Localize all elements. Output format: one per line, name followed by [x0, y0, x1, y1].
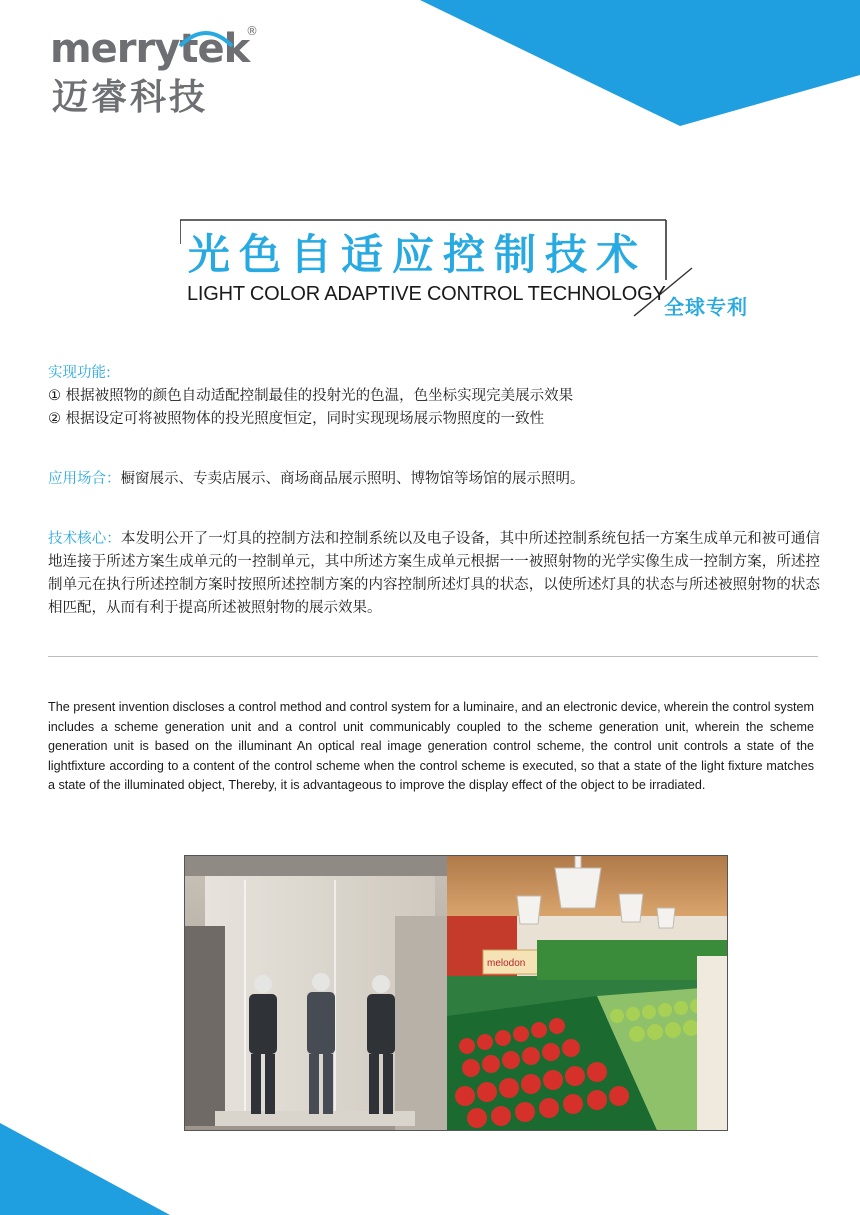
company-logo [50, 26, 270, 121]
section-divider [48, 656, 818, 657]
tech-core-label: 技术核心： [48, 531, 121, 547]
applications-label: 应用场合： [48, 471, 121, 487]
global-patent-badge: 全球专利 [664, 295, 748, 319]
supermarket-fruit-photo [447, 856, 727, 1130]
logo-registered-mark: ® [246, 24, 258, 38]
feature-item-2: ② 根据设定可将被照物体的投光照度恒定，同时实现现场展示物照度的一致性 [48, 411, 545, 427]
applications-section [48, 468, 820, 491]
tech-core-text: 本发明公开了一灯具的控制方法和控制系统以及电子设备，其中所述控制系统包括一方案生成单元和被可通信地连接于所述方案生成单元的一控制单元，其中所述方案生成单元根据一一被照射物的光学实像生成一控制方案，所述控制单元在执行所述控制方案时按照所述控制方案的内容控制所述灯具的状态，以使所述灯具的状态与所述被照射物的状态相匹配，从而有利于提高所述被照射物的展示效果。 [48, 531, 821, 616]
applications-text: 橱窗展示、专卖店展示、商场商品展示照明、博物馆等场馆的展示照明。 [120, 471, 585, 487]
features-section [48, 362, 820, 431]
title-block [180, 218, 820, 328]
tech-core-section [48, 528, 820, 620]
shop-window-photo [185, 856, 447, 1130]
fruit-sign-label: melodon [487, 958, 526, 969]
page-title-english: LIGHT COLOR ADAPTIVE CONTROL TECHNOLOGY [187, 283, 666, 305]
logo-wordmark: merrytek [50, 26, 250, 72]
bottom-corner-triangle [0, 1085, 180, 1215]
feature-item-1: ① 根据被照物的颜色自动适配控制最佳的投射光的色温，色坐标实现完美展示效果 [48, 388, 574, 404]
logo-signal-arc-icon [176, 26, 236, 50]
english-description: The present invention discloses a control method and control system for a luminaire, and an electronic device, wherein the control system includes a scheme generation unit and a control unit communicably coupled to the scheme generation unit, wherein the scheme generation unit is based on the illuminant An optical real image generation control scheme, the control unit controls a state of the lightfixture according to a content of the control scheme when the control scheme is executed, so that a state of the light fixture matches a state of the illuminated object, Thereby, it is advantageous to improve the display effect of the object to be irradiated. [48, 700, 814, 792]
features-label: 实现功能: [48, 365, 111, 381]
page-title-chinese: 光色自适应控制技术 [188, 230, 648, 279]
application-photos [184, 855, 728, 1131]
logo-chinese-name: 迈睿科技 [52, 77, 209, 118]
